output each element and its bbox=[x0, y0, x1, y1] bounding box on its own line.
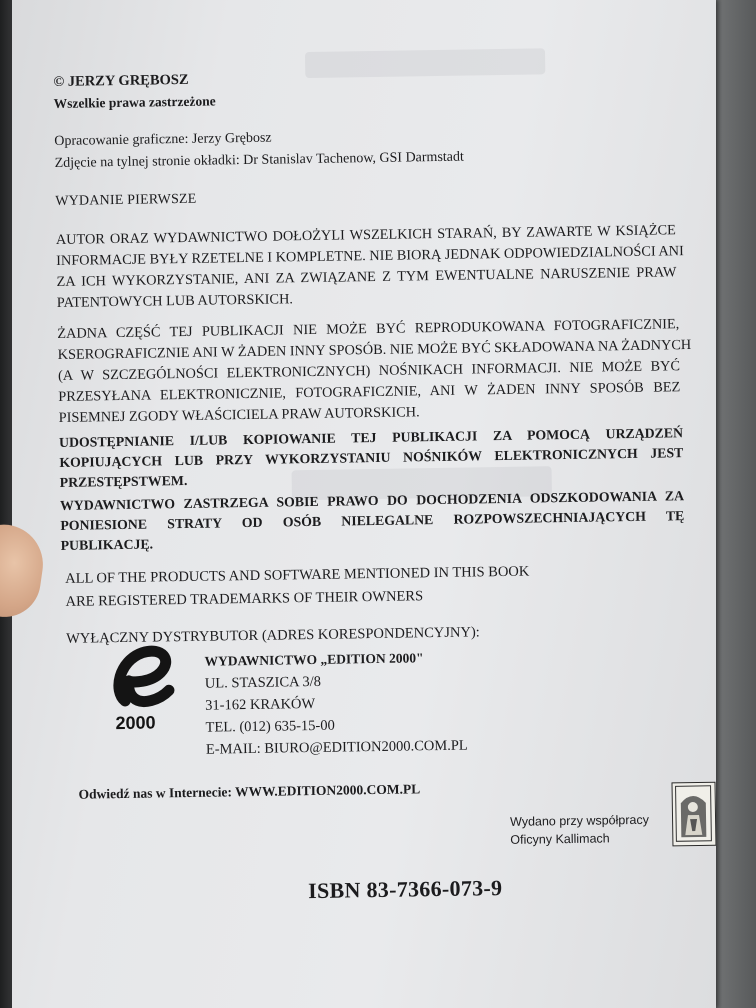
trademark-line-1: ALL OF THE PRODUCTS AND SOFTWARE MENTIONED IN THIS BOOK bbox=[65, 563, 530, 587]
reproduction-line: PRZESYŁANA ELEKTRONICZNIE, FOTOGRAFICZNIE, ANI W ŻADEN INNY SPOSÓB BEZ bbox=[58, 379, 681, 405]
disclaimer-line: ZA ICH WYKORZYSTANIE, ANI ZA ZWIĄZANE Z TYM EWENTUALNE NARUSZENIE PRAW bbox=[56, 264, 677, 290]
publisher-name: WYDAWNICTWO „EDITION 2000" bbox=[204, 650, 424, 669]
trademark-line-2: ARE REGISTERED TRADEMARKS OF THEIR OWNERS bbox=[65, 588, 424, 610]
publisher-city: 31-162 KRAKÓW bbox=[205, 695, 316, 714]
damages-line: PUBLIKACJĘ. bbox=[60, 536, 154, 553]
publisher-phone: TEL. (012) 635-15-00 bbox=[205, 717, 335, 736]
disclaimer-line: INFORMACJE BYŁY RZETELNE I KOMPLETNE. NIE BIORĄ JEDNAK ODPOWIEDZIALNOŚCI ANI bbox=[56, 243, 684, 269]
rights-reserved: Wszelkie prawa zastrzeżone bbox=[53, 93, 216, 112]
sharing-line: KOPIUJĄCYCH LUB PRZY WYKORZYSTANIU NOŚNIKÓW ELEKTRONICZNYCH JEST bbox=[59, 445, 684, 470]
edition-label: WYDANIE PIERWSZE bbox=[55, 191, 197, 209]
reproduction-paragraph bbox=[57, 314, 692, 429]
reproduction-line: ŻADNA CZĘŚĆ TEJ PUBLIKACJI NIE MOŻE BYĆ REPRODUKOWANA FOTOGRAFICZNIE, bbox=[57, 316, 680, 342]
kallimach-emblem bbox=[671, 782, 716, 847]
edition-2000-logo bbox=[110, 642, 181, 735]
copyright-notice: © JERZY GRĘBOSZ bbox=[53, 71, 189, 91]
website-line: Odwiedź nas w Internecie: WWW.EDITION2000.COM.PL bbox=[78, 781, 421, 802]
isbn-number: ISBN 83-7366-073-9 bbox=[307, 875, 503, 904]
sharing-line: UDOSTĘPNIANIE I/LUB KOPIOWANIE TEJ PUBLIKACJI ZA POMOCĄ URZĄDZEŃ bbox=[58, 425, 684, 450]
reproduction-line: PISEMNEJ ZGODY WŁAŚCICIELA PRAW AUTORSKICH. bbox=[58, 404, 420, 426]
logo-e-graphic bbox=[110, 642, 181, 735]
reproduction-line: KSEROGRAFICZNIE ANI W ŻADEN INNY SPOSÓB. NIE MOŻE BYĆ SKŁADOWANA NA ŻADNYCH bbox=[57, 337, 692, 363]
graphics-credit: Opracowanie graficzne: Jerzy Grębosz bbox=[54, 130, 272, 150]
reproduction-line: (A W SZCZEGÓLNOŚCI ELEKTRONICZNYCH) NOŚNIKACH INFORMACJI. NIE MOŻE BYĆ bbox=[57, 358, 681, 384]
disclaimer-paragraph bbox=[55, 220, 684, 314]
book-page bbox=[12, 0, 716, 1008]
cooperation-line-1: Wydano przy współpracy bbox=[509, 812, 650, 829]
publisher-email: E-MAIL: BIURO@EDITION2000.COM.PL bbox=[205, 737, 468, 758]
logo-2000-text: 2000 bbox=[115, 712, 156, 734]
damages-line: WYDAWNICTWO ZASTRZEGA SOBIE PRAWO DO DOCHODZENIA ODSZKODOWANIA ZA bbox=[59, 488, 685, 513]
publisher-street: UL. STASZICA 3/8 bbox=[204, 673, 322, 692]
cooperation-line-2: Oficyny Kallimach bbox=[510, 831, 610, 847]
show-through-shadow bbox=[305, 48, 545, 78]
photo-credit: Zdjęcie na tylnej stronie okładki: Dr Stanislav Tachenow, GSI Darmstadt bbox=[54, 149, 464, 171]
disclaimer-line: AUTOR ORAZ WYDAWNICTWO DOŁOŻYLI WSZELKICH STARAŃ, BY ZAWARTE W KSIĄŻCE bbox=[55, 222, 676, 248]
sharing-paragraph bbox=[59, 423, 684, 493]
sharing-line: PRZESTĘPSTWEM. bbox=[59, 472, 188, 490]
damages-paragraph bbox=[60, 486, 685, 556]
emblem-graphic bbox=[672, 783, 714, 845]
page-content bbox=[12, 0, 716, 1008]
disclaimer-line: PATENTOWYCH LUB AUTORSKICH. bbox=[56, 291, 294, 311]
damages-line: PONIESIONE STRATY OD OSÓB NIELEGALNE ROZPOWSZECHNIAJĄCYCH TĘ bbox=[60, 508, 685, 533]
distributor-label: WYŁĄCZNY DYSTRYBUTOR (ADRES KORESPONDENCYJNY): bbox=[66, 624, 480, 647]
